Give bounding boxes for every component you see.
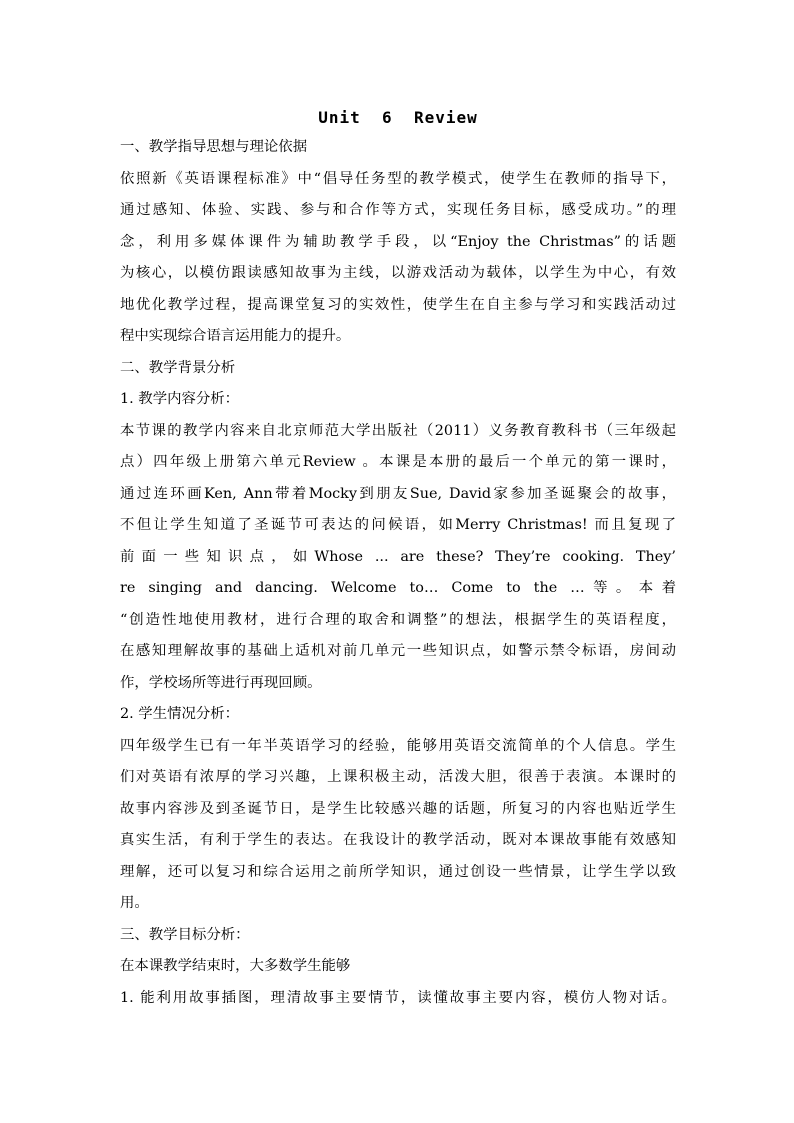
text-line: 三、教学目标分析： — [120, 926, 250, 943]
text-line: 真实生活，有利于学生的表达。在我设计的教学活动，既对本课故事能有效感知 — [120, 832, 676, 848]
text-line: 1. 能利用故事插图，理清故事主要情节，读懂故事主要内容，模仿人物对话。 — [120, 989, 676, 1006]
text-line: 在本课教学结束时，大多数学生能够 — [120, 958, 351, 974]
document-lines — [120, 132, 676, 1014]
text-line: “创造性地使用教材，进行合理的取舍和调整”的想法，根据学生的英语程度， — [120, 611, 676, 628]
document-body — [120, 104, 676, 1014]
text-line: 念，利用多媒体课件为辅助教学手段，以“Enjoy the Christmas”的话题 — [120, 233, 676, 250]
text-line: 为核心，以模仿跟读感知故事为主线，以游戏活动为载体，以学生为中心，有效 — [120, 265, 676, 281]
text-line: 程中实现综合语言运用能力的提升。 — [120, 328, 351, 344]
text-line: 用。 — [120, 895, 149, 911]
text-line: 前面一些知识点，如Whose ... are these? They’re cooking. They’ — [120, 548, 676, 565]
text-line: 们对英语有浓厚的学习兴趣，上课积极主动，活泼大胆，很善于表演。本课时的 — [120, 769, 676, 785]
text-line: 本节课的教学内容来自北京师范大学出版社（2011）义务教育教科书（三年级起 — [120, 422, 676, 439]
text-line: re singing and dancing. Welcome to… Come to the …等。本着 — [120, 580, 676, 596]
text-line: 二、教学背景分析 — [120, 359, 236, 376]
text-line: 故事内容涉及到圣诞节日，是学生比较感兴趣的话题，所复习的内容也贴近学生 — [120, 800, 676, 817]
document-title: Unit 6 Review — [318, 108, 478, 127]
text-line: 四年级学生已有一年半英语学习的经验，能够用英语交流简单的个人信息。学生 — [120, 737, 676, 754]
text-line: 通过感知、体验、实践、参与和合作等方式，实现任务目标，感受成功。”的理 — [120, 202, 676, 218]
text-line: 一、教学指导思想与理论依据 — [120, 139, 308, 155]
text-line: 通过连环画Ken, Ann带着Mocky到朋友Sue, David家参加圣诞聚会的故事， — [120, 485, 676, 502]
text-line: 作，学校场所等进行再现回顾。 — [120, 674, 322, 691]
text-line: 在感知理解故事的基础上适机对前几单元一些知识点，如警示禁令标语，房间动 — [120, 643, 676, 659]
text-line: 点）四年级上册第六单元Review 。本课是本册的最后一个单元的第一课时， — [120, 454, 676, 470]
text-line: 1. 教学内容分析： — [120, 391, 240, 407]
text-line: 地优化教学过程，提高课堂复习的实效性，使学生在自主参与学习和实践活动过 — [120, 296, 676, 313]
text-line: 理解，还可以复习和综合运用之前所学知识，通过创设一些情景，让学生学以致 — [120, 863, 676, 880]
text-line: 不但让学生知道了圣诞节可表达的问候语，如Merry Christmas! 而且复现了 — [120, 517, 676, 533]
text-line: 依照新《英语课程标准》中“倡导任务型的教学模式，使学生在教师的指导下， — [120, 170, 676, 187]
text-line: 2. 学生情况分析： — [120, 706, 240, 722]
